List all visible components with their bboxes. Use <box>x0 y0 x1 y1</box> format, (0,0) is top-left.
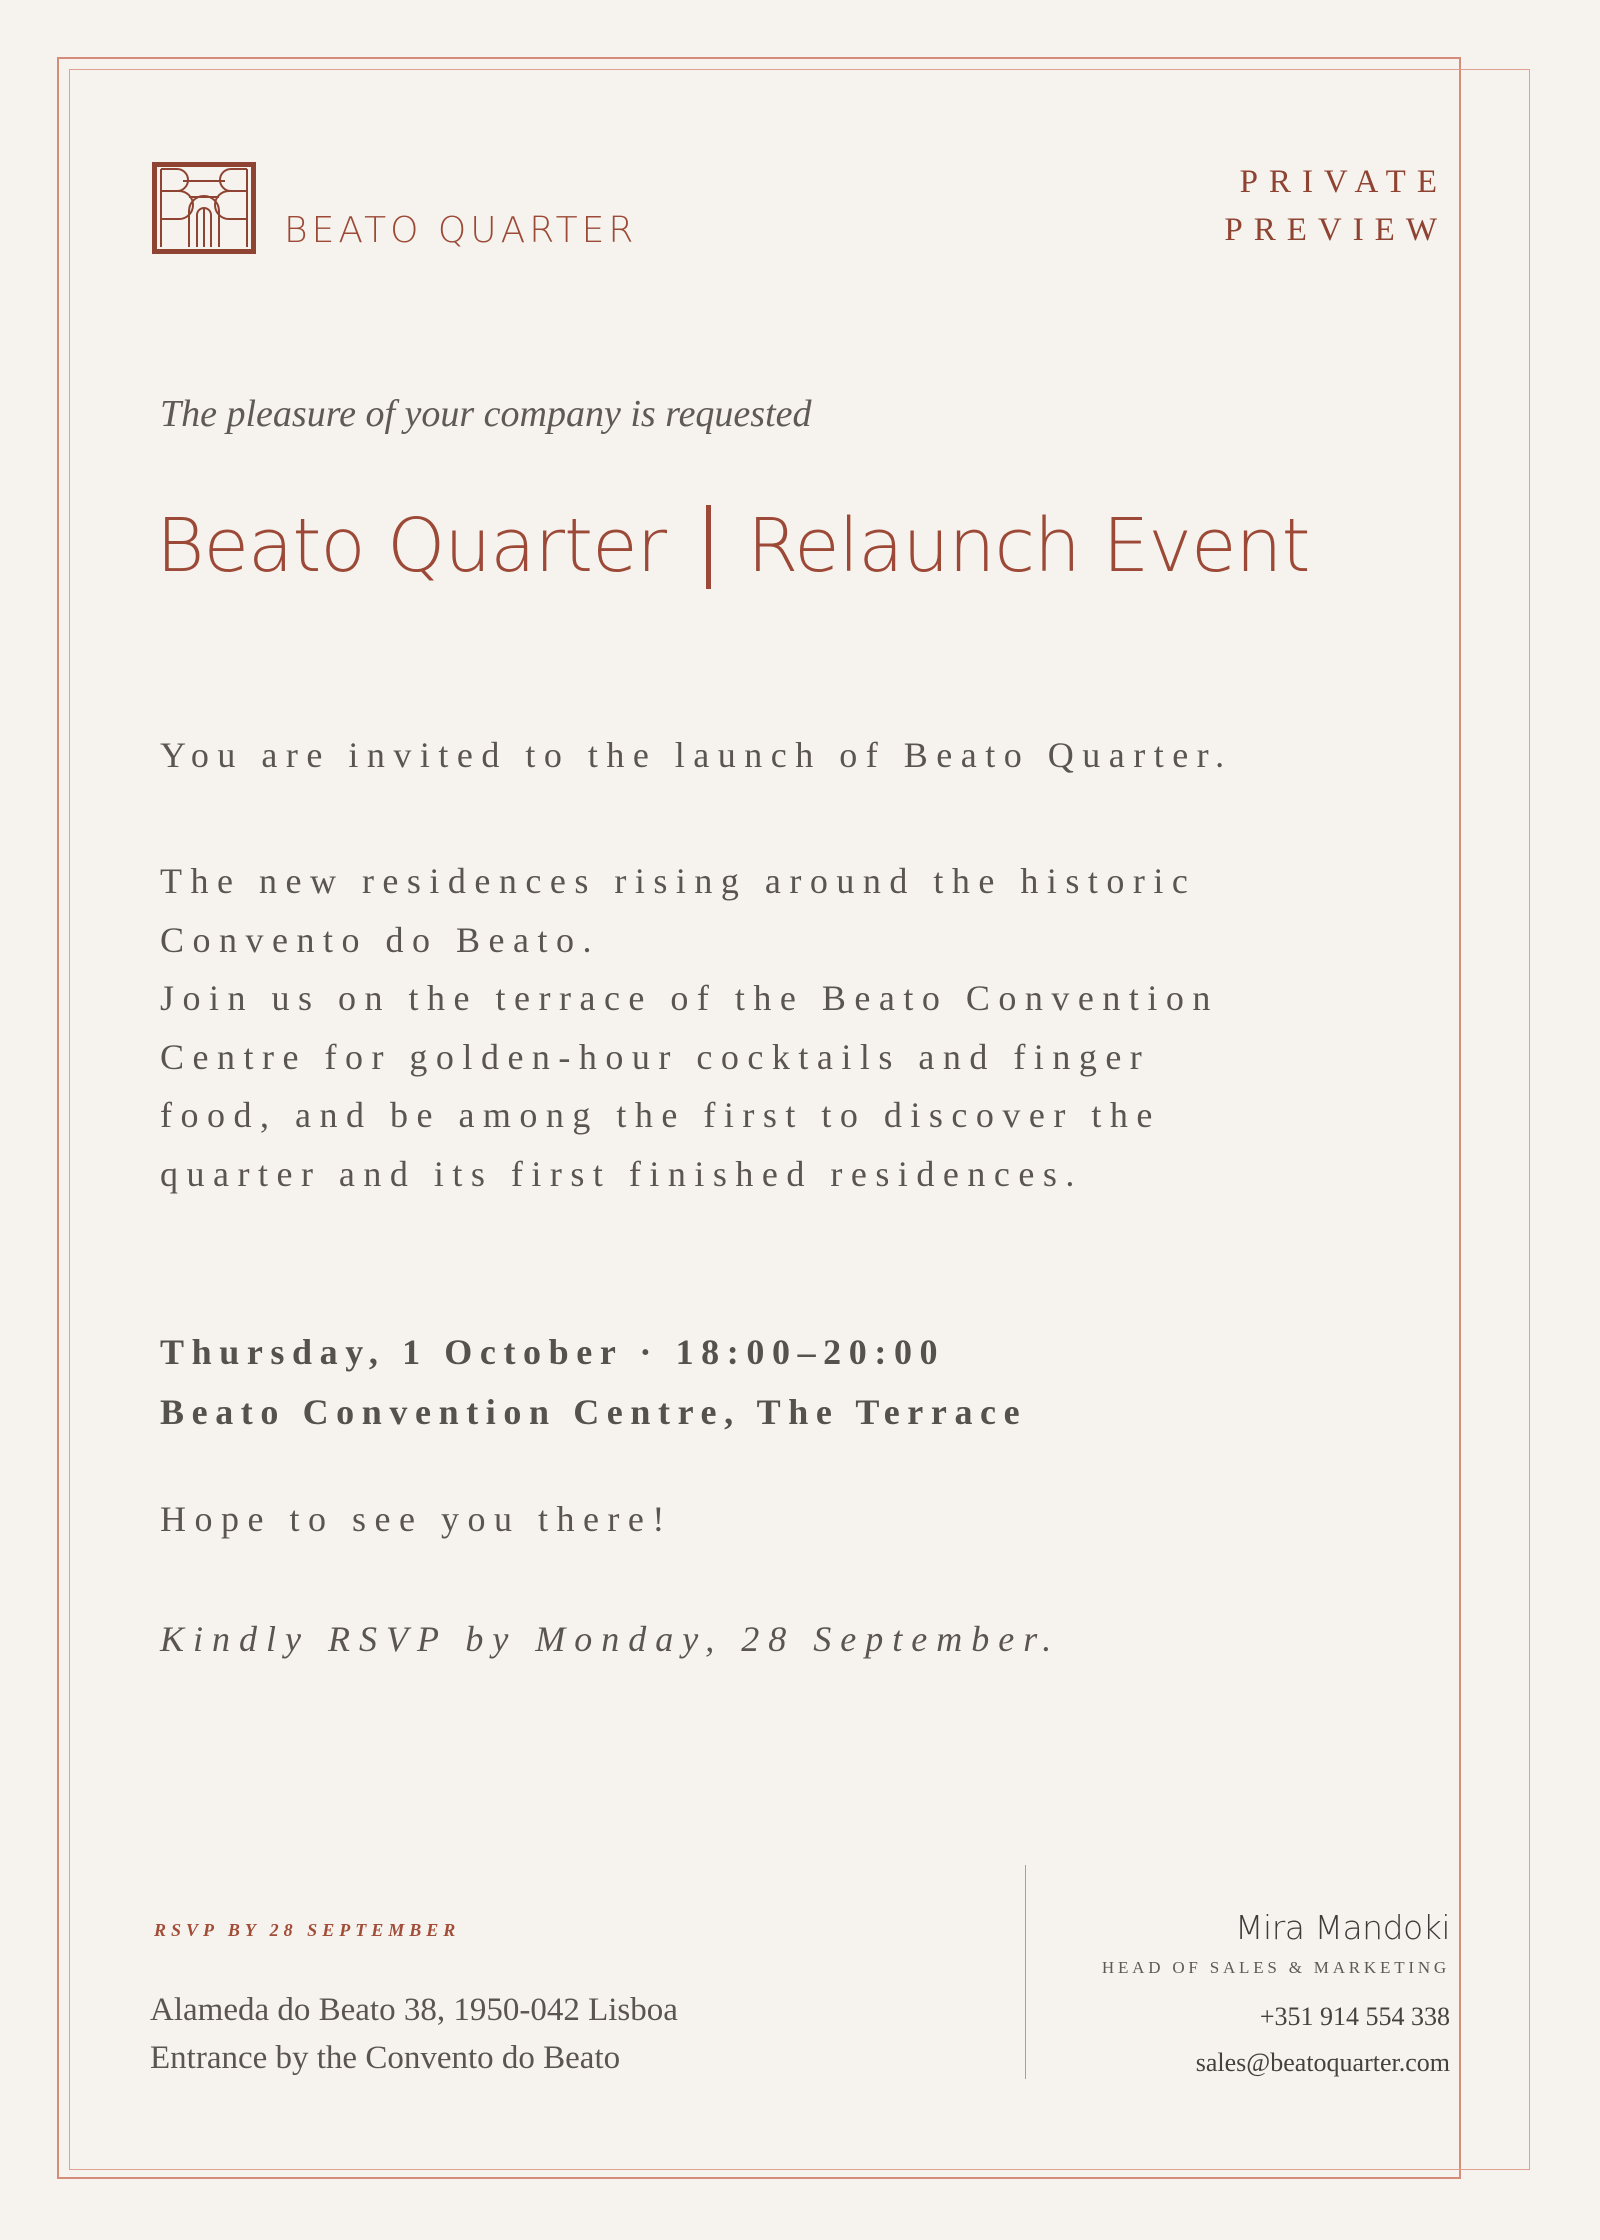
contact-block <box>1102 1905 1450 2083</box>
pleasure-line: The pleasure of your company is requested <box>160 393 812 435</box>
title-part-1: Beato Quarter <box>156 503 667 589</box>
paragraph-line: Convento do Beato. <box>160 919 600 960</box>
paragraph-line: quarter and its first finished residences. <box>160 1153 1083 1194</box>
intro-text: You are invited to the launch of Beato Quarter. <box>160 735 1233 775</box>
contact-name: Mira Mandoki <box>1235 1908 1450 1947</box>
event-venue: Beato Convention Centre, The Terrace <box>160 1392 1028 1432</box>
paragraph-line: The new residences rising around the historic <box>160 861 1197 901</box>
event-details <box>160 1322 1027 1442</box>
address-line-1: Alameda do Beato 38, 1950-042 Lisboa <box>150 1992 678 2028</box>
hope-text: Hope to see you there! <box>160 1499 673 1539</box>
event-datetime: Thursday, 1 October · 18:00–20:00 <box>160 1332 946 1372</box>
paragraph-line: Centre for golden-hour cocktails and finger <box>160 1036 1151 1077</box>
event-title <box>156 496 1309 596</box>
contact-role: HEAD OF SALES & MARKETING <box>1101 1958 1450 1977</box>
address-line-2: Entrance by the Convento do Beato <box>150 2040 621 2076</box>
bq-monogram-logo-icon <box>152 162 256 254</box>
contact-phone[interactable]: +351 914 554 338 <box>1259 2002 1450 2031</box>
description-paragraph <box>160 852 1219 1203</box>
badge-line-1: PRIVATE <box>1239 164 1448 200</box>
contact-email[interactable]: sales@beatoquarter.com <box>1195 2048 1450 2077</box>
title-part-2: Relaunch Event <box>747 503 1310 589</box>
badge-line-2: PREVIEW <box>1224 212 1448 248</box>
brand-name: BEATO QUARTER <box>284 210 638 251</box>
paragraph-line: Join us on the terrace of the Beato Convention <box>160 978 1219 1018</box>
rsvp-deadline-label: RSVP BY 28 SEPTEMBER <box>154 1920 461 1940</box>
footer-divider <box>1025 1865 1026 2079</box>
rsvp-note: Kindly RSVP by Monday, 28 September. <box>160 1619 1061 1659</box>
title-separator <box>706 505 711 589</box>
paragraph-line: food, and be among the first to discover the <box>160 1095 1161 1135</box>
private-preview-badge <box>1224 158 1448 254</box>
venue-address <box>150 1986 678 2082</box>
